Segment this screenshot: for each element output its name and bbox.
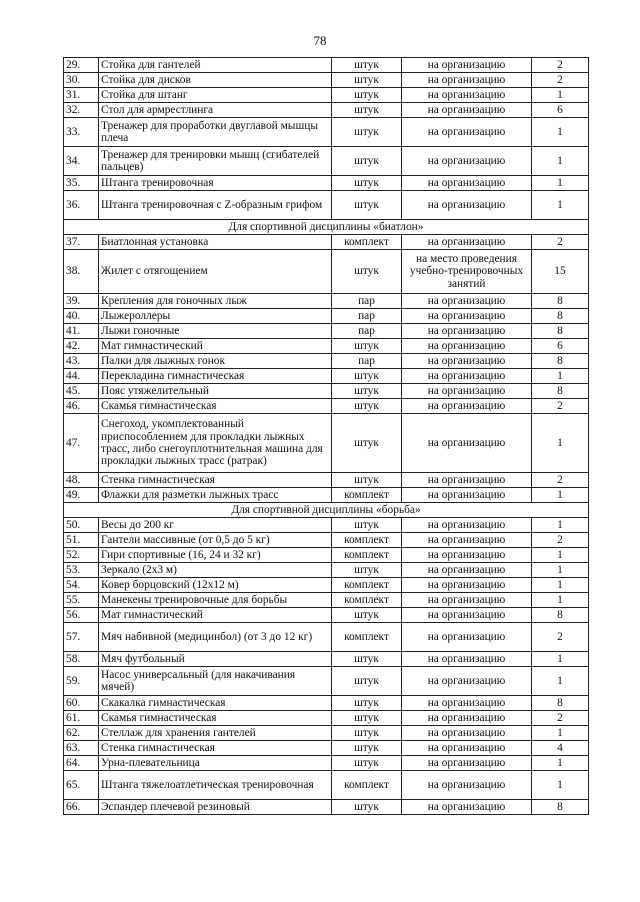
item-number: 34. xyxy=(64,147,99,176)
table-row xyxy=(64,324,589,339)
item-unit: штук xyxy=(332,741,402,756)
section-header-row xyxy=(64,503,589,518)
item-location: на организацию xyxy=(402,711,532,726)
section-title: Для спортивной дисциплины «биатлон» xyxy=(64,220,589,235)
item-number: 54. xyxy=(64,578,99,593)
item-quantity: 1 xyxy=(532,771,589,800)
item-name: Скакалка гимнастическая xyxy=(99,696,332,711)
item-quantity: 8 xyxy=(532,800,589,815)
item-quantity: 1 xyxy=(532,147,589,176)
item-unit: штук xyxy=(332,414,402,473)
item-location: на организацию xyxy=(402,578,532,593)
item-location: на организацию xyxy=(402,623,532,652)
item-name: Мат гимнастический xyxy=(99,339,332,354)
table-row xyxy=(64,667,589,696)
item-number: 33. xyxy=(64,118,99,147)
item-number: 37. xyxy=(64,235,99,250)
table-row xyxy=(64,578,589,593)
item-location: на организацию xyxy=(402,652,532,667)
table-row xyxy=(64,741,589,756)
item-quantity: 6 xyxy=(532,339,589,354)
item-unit: штук xyxy=(332,652,402,667)
item-number: 49. xyxy=(64,488,99,503)
table-row xyxy=(64,294,589,309)
item-location: на организацию xyxy=(402,103,532,118)
item-number: 58. xyxy=(64,652,99,667)
item-unit: штук xyxy=(332,73,402,88)
item-quantity: 8 xyxy=(532,324,589,339)
table-row xyxy=(64,369,589,384)
item-name: Биатлонная установка xyxy=(99,235,332,250)
table-row xyxy=(64,771,589,800)
item-number: 50. xyxy=(64,518,99,533)
item-location: на организацию xyxy=(402,339,532,354)
item-unit: пар xyxy=(332,324,402,339)
item-number: 29. xyxy=(64,58,99,73)
item-quantity: 2 xyxy=(532,58,589,73)
item-name: Мяч футбольный xyxy=(99,652,332,667)
item-number: 43. xyxy=(64,354,99,369)
table-row xyxy=(64,118,589,147)
item-name: Насос универсальный (для накачивания мячей) xyxy=(99,667,332,696)
item-unit: комплект xyxy=(332,593,402,608)
item-unit: штук xyxy=(332,473,402,488)
item-location: на организацию xyxy=(402,518,532,533)
item-name: Штанга тренировочная с Z-образным грифом xyxy=(99,191,332,220)
item-number: 47. xyxy=(64,414,99,473)
item-number: 60. xyxy=(64,696,99,711)
item-number: 66. xyxy=(64,800,99,815)
item-quantity: 1 xyxy=(532,488,589,503)
table-row xyxy=(64,623,589,652)
item-location: на организацию xyxy=(402,88,532,103)
item-location: на организацию xyxy=(402,58,532,73)
item-name: Перекладина гимнастическая xyxy=(99,369,332,384)
item-name: Стенка гимнастическая xyxy=(99,473,332,488)
item-unit: штук xyxy=(332,696,402,711)
item-quantity: 2 xyxy=(532,399,589,414)
item-unit: штук xyxy=(332,88,402,103)
table-row xyxy=(64,711,589,726)
table-row xyxy=(64,339,589,354)
item-quantity: 1 xyxy=(532,667,589,696)
item-name: Стойка для гантелей xyxy=(99,58,332,73)
item-location: на организацию xyxy=(402,488,532,503)
item-unit: комплект xyxy=(332,533,402,548)
item-unit: штук xyxy=(332,608,402,623)
item-name: Стеллаж для хранения гантелей xyxy=(99,726,332,741)
item-number: 42. xyxy=(64,339,99,354)
item-number: 38. xyxy=(64,250,99,294)
item-quantity: 1 xyxy=(532,548,589,563)
item-number: 35. xyxy=(64,176,99,191)
item-name: Манекены тренировочные для борьбы xyxy=(99,593,332,608)
item-location: на организацию xyxy=(402,354,532,369)
equipment-table-body xyxy=(64,58,589,815)
item-name: Мат гимнастический xyxy=(99,608,332,623)
item-location: на организацию xyxy=(402,147,532,176)
item-name: Скамья гимнастическая xyxy=(99,711,332,726)
table-row xyxy=(64,696,589,711)
item-location: на организацию xyxy=(402,191,532,220)
table-row xyxy=(64,399,589,414)
item-location: на организацию xyxy=(402,399,532,414)
item-number: 40. xyxy=(64,309,99,324)
item-name: Штанга тренировочная xyxy=(99,176,332,191)
item-unit: комплект xyxy=(332,548,402,563)
table-row xyxy=(64,414,589,473)
item-location: на организацию xyxy=(402,593,532,608)
item-quantity: 1 xyxy=(532,563,589,578)
item-location: на организацию xyxy=(402,73,532,88)
item-name: Стойка для штанг xyxy=(99,88,332,103)
table-row xyxy=(64,147,589,176)
item-location: на организацию xyxy=(402,741,532,756)
item-number: 39. xyxy=(64,294,99,309)
item-quantity: 1 xyxy=(532,756,589,771)
item-number: 53. xyxy=(64,563,99,578)
item-name: Стойка для дисков xyxy=(99,73,332,88)
section-header-row xyxy=(64,220,589,235)
table-row xyxy=(64,191,589,220)
item-quantity: 2 xyxy=(532,711,589,726)
item-unit: штук xyxy=(332,667,402,696)
item-name: Ковер борцовский (12х12 м) xyxy=(99,578,332,593)
item-name: Тренажер для проработки двуглавой мышцы плеча xyxy=(99,118,332,147)
item-number: 52. xyxy=(64,548,99,563)
item-name: Крепления для гоночных лыж xyxy=(99,294,332,309)
item-number: 57. xyxy=(64,623,99,652)
item-location: на организацию xyxy=(402,118,532,147)
table-row xyxy=(64,473,589,488)
item-number: 59. xyxy=(64,667,99,696)
item-location: на организацию xyxy=(402,473,532,488)
item-quantity: 1 xyxy=(532,593,589,608)
item-name: Весы до 200 кг xyxy=(99,518,332,533)
item-number: 64. xyxy=(64,756,99,771)
item-quantity: 2 xyxy=(532,73,589,88)
item-quantity: 8 xyxy=(532,608,589,623)
table-row xyxy=(64,58,589,73)
item-number: 46. xyxy=(64,399,99,414)
item-location: на организацию xyxy=(402,771,532,800)
item-number: 36. xyxy=(64,191,99,220)
item-location: на организацию xyxy=(402,533,532,548)
item-quantity: 1 xyxy=(532,118,589,147)
item-number: 44. xyxy=(64,369,99,384)
item-unit: комплект xyxy=(332,623,402,652)
item-name: Жилет с отягощением xyxy=(99,250,332,294)
item-location: на организацию xyxy=(402,235,532,250)
table-row xyxy=(64,88,589,103)
equipment-table xyxy=(63,57,589,815)
table-row xyxy=(64,488,589,503)
item-location: на организацию xyxy=(402,176,532,191)
item-unit: штук xyxy=(332,191,402,220)
item-location: на организацию xyxy=(402,563,532,578)
table-row xyxy=(64,73,589,88)
item-number: 56. xyxy=(64,608,99,623)
item-name: Пояс утяжелительный xyxy=(99,384,332,399)
item-quantity: 8 xyxy=(532,384,589,399)
item-number: 45. xyxy=(64,384,99,399)
item-unit: комплект xyxy=(332,488,402,503)
table-row xyxy=(64,652,589,667)
item-unit: комплект xyxy=(332,771,402,800)
table-row xyxy=(64,250,589,294)
table-row xyxy=(64,354,589,369)
item-name: Скамья гимнастическая xyxy=(99,399,332,414)
item-unit: штук xyxy=(332,369,402,384)
item-unit: пар xyxy=(332,309,402,324)
item-name: Лыжероллеры xyxy=(99,309,332,324)
item-unit: пар xyxy=(332,294,402,309)
table-row xyxy=(64,518,589,533)
item-name: Лыжи гоночные xyxy=(99,324,332,339)
item-number: 61. xyxy=(64,711,99,726)
item-unit: штук xyxy=(332,800,402,815)
item-quantity: 1 xyxy=(532,518,589,533)
item-name: Стол для армрестлинга xyxy=(99,103,332,118)
item-number: 51. xyxy=(64,533,99,548)
item-name: Палки для лыжных гонок xyxy=(99,354,332,369)
item-quantity: 15 xyxy=(532,250,589,294)
item-quantity: 1 xyxy=(532,369,589,384)
item-number: 31. xyxy=(64,88,99,103)
item-name: Урна-плевательница xyxy=(99,756,332,771)
page-number: 78 xyxy=(313,33,327,48)
item-location: на организацию xyxy=(402,726,532,741)
item-name: Флажки для разметки лыжных трасс xyxy=(99,488,332,503)
table-row xyxy=(64,756,589,771)
item-unit: штук xyxy=(332,384,402,399)
item-unit: штук xyxy=(332,118,402,147)
item-name: Стенка гимнастическая xyxy=(99,741,332,756)
item-location: на организацию xyxy=(402,696,532,711)
item-quantity: 8 xyxy=(532,309,589,324)
item-unit: штук xyxy=(332,563,402,578)
item-unit: штук xyxy=(332,339,402,354)
item-unit: штук xyxy=(332,711,402,726)
item-quantity: 8 xyxy=(532,354,589,369)
item-location: на организацию xyxy=(402,324,532,339)
item-quantity: 1 xyxy=(532,88,589,103)
item-unit: штук xyxy=(332,147,402,176)
item-location: на место проведения учебно-тренировочных занятий xyxy=(402,250,532,294)
item-unit: комплект xyxy=(332,578,402,593)
item-name: Зеркало (2х3 м) xyxy=(99,563,332,578)
item-name: Мяч набивной (медицинбол) (от 3 до 12 кг) xyxy=(99,623,332,652)
item-quantity: 1 xyxy=(532,652,589,667)
item-location: на организацию xyxy=(402,294,532,309)
item-unit: комплект xyxy=(332,235,402,250)
item-location: на организацию xyxy=(402,667,532,696)
item-quantity: 8 xyxy=(532,696,589,711)
item-unit: штук xyxy=(332,176,402,191)
table-row xyxy=(64,800,589,815)
item-unit: штук xyxy=(332,250,402,294)
item-quantity: 8 xyxy=(532,294,589,309)
table-row xyxy=(64,563,589,578)
item-number: 41. xyxy=(64,324,99,339)
item-number: 63. xyxy=(64,741,99,756)
item-name: Тренажер для тренировки мышц (сгибателей пальцев) xyxy=(99,147,332,176)
item-location: на организацию xyxy=(402,548,532,563)
item-number: 65. xyxy=(64,771,99,800)
item-quantity: 1 xyxy=(532,726,589,741)
item-quantity: 6 xyxy=(532,103,589,118)
table-row xyxy=(64,103,589,118)
item-location: на организацию xyxy=(402,309,532,324)
item-location: на организацию xyxy=(402,384,532,399)
item-name: Гири спортивные (16, 24 и 32 кг) xyxy=(99,548,332,563)
item-location: на организацию xyxy=(402,414,532,473)
item-unit: штук xyxy=(332,756,402,771)
item-number: 32. xyxy=(64,103,99,118)
item-number: 30. xyxy=(64,73,99,88)
table-row xyxy=(64,384,589,399)
item-name: Снегоход, укомплектованный приспособлением для прокладки лыжных трасс, либо снегоуплотнительная машина для прокладки лыжных трасс (ратрак) xyxy=(99,414,332,473)
table-row xyxy=(64,176,589,191)
item-quantity: 1 xyxy=(532,578,589,593)
item-unit: штук xyxy=(332,58,402,73)
table-row xyxy=(64,593,589,608)
item-quantity: 1 xyxy=(532,414,589,473)
item-unit: пар xyxy=(332,354,402,369)
item-quantity: 2 xyxy=(532,235,589,250)
table-row xyxy=(64,608,589,623)
item-unit: штук xyxy=(332,103,402,118)
table-row xyxy=(64,726,589,741)
item-unit: штук xyxy=(332,399,402,414)
item-unit: штук xyxy=(332,518,402,533)
item-location: на организацию xyxy=(402,800,532,815)
table-row xyxy=(64,309,589,324)
item-name: Эспандер плечевой резиновый xyxy=(99,800,332,815)
item-quantity: 2 xyxy=(532,473,589,488)
item-location: на организацию xyxy=(402,608,532,623)
item-number: 48. xyxy=(64,473,99,488)
item-number: 62. xyxy=(64,726,99,741)
item-location: на организацию xyxy=(402,756,532,771)
section-title: Для спортивной дисциплины «борьба» xyxy=(64,503,589,518)
item-quantity: 2 xyxy=(532,533,589,548)
item-location: на организацию xyxy=(402,369,532,384)
item-number: 55. xyxy=(64,593,99,608)
item-quantity: 1 xyxy=(532,191,589,220)
table-row xyxy=(64,235,589,250)
item-unit: штук xyxy=(332,726,402,741)
table-row xyxy=(64,533,589,548)
item-name: Штанга тяжелоатлетическая тренировочная xyxy=(99,771,332,800)
item-quantity: 1 xyxy=(532,176,589,191)
item-name: Гантели массивные (от 0,5 до 5 кг) xyxy=(99,533,332,548)
table-row xyxy=(64,548,589,563)
item-quantity: 4 xyxy=(532,741,589,756)
item-quantity: 2 xyxy=(532,623,589,652)
